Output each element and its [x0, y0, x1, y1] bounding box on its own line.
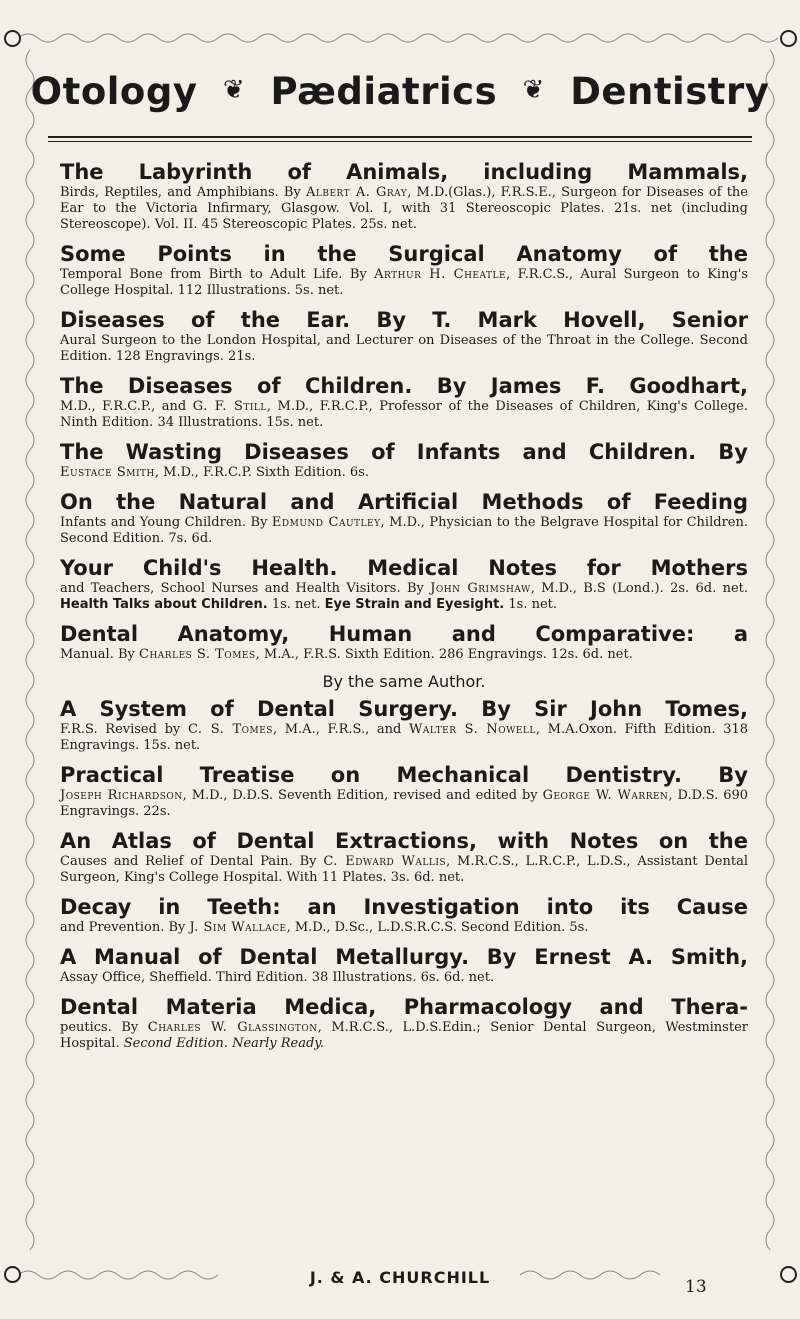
entry-body: Manual. By Charles S. Tomes, M.A., F.R.S. Sixth Edition. 286 Engravings. 12s. 6d. net. [60, 647, 633, 662]
list-item [60, 945, 748, 986]
corner-circle-icon [4, 30, 21, 47]
entry-title: A System of Dental Surgery. By Sir John Tomes, [60, 697, 748, 721]
title-rule-thin [48, 141, 752, 142]
entry-title: Decay in Teeth: an Investigation into its Cause [60, 895, 748, 919]
title-rule [48, 136, 752, 138]
ornament-icon: ❦ [522, 75, 545, 105]
entry-title: Dental Materia Medica, Pharmacology and Thera- [60, 995, 748, 1019]
entry-title: The Labyrinth of Animals, including Mammals, [60, 160, 748, 184]
list-item [60, 763, 748, 820]
entry-title: Some Points in the Surgical Anatomy of the [60, 242, 748, 266]
top-border-wave [18, 34, 778, 42]
entry-body: Infants and Young Children. By Edmund Cautley, M.D., Physician to the Belgrave Hospital for Children. Second Edition. 7s. 6d. [60, 515, 748, 546]
entry-body: Aural Surgeon to the London Hospital, and Lecturer on Diseases of the Throat in the College. Second Edition. 128 Engravings. 21s. [60, 333, 748, 364]
list-item [60, 995, 748, 1052]
ornament-icon: ❦ [222, 75, 246, 105]
list-item [60, 374, 748, 431]
entry-title: The Diseases of Children. By James F. Goodhart, [60, 374, 748, 398]
list-item [60, 895, 748, 936]
entry-body: F.R.S. Revised by C. S. Tomes, M.A., F.R.S., and Walter S. Nowell, M.A.Oxon. Fifth Edition. 318 Engravings. 15s. net. [60, 722, 749, 753]
entry-title: A Manual of Dental Metallurgy. By Ernest A. Smith, [60, 945, 748, 969]
list-item [60, 160, 748, 233]
right-border-wave [766, 50, 774, 1250]
book-list [60, 160, 748, 1061]
list-item [60, 440, 748, 481]
entry-body: and Prevention. By J. Sim Wallace, M.D., D.Sc., L.D.S.R.C.S. Second Edition. 5s. [60, 920, 589, 935]
list-item [60, 490, 748, 547]
list-item [60, 829, 748, 886]
left-border-wave [26, 50, 34, 1250]
entry-title: The Wasting Diseases of Infants and Children. By [60, 440, 748, 464]
title-otology: Otology [30, 70, 198, 113]
entry-body: and Teachers, School Nurses and Health Visitors. By John Grimshaw, M.D., B.S (Lond.). 2s. 6d. net. Health Talks about Children. 1s. net. Eye Strain and Eyesight. 1s. net. [60, 581, 748, 612]
title-dentistry: Dentistry [570, 70, 770, 113]
entry-title: Dental Anatomy, Human and Comparative: a [60, 622, 748, 646]
entry-body: peutics. By Charles W. Glassington, M.R.C.S., L.D.S.Edin.; Senior Dental Surgeon, Westminster Hospital. Second Edition. Nearly Ready. [60, 1020, 748, 1051]
byline: By the same Author. [322, 672, 486, 691]
entry-title: Practical Treatise on Mechanical Dentistry. By [60, 763, 748, 787]
page-title [0, 70, 800, 113]
entry-title: Your Child's Health. Medical Notes for Mothers [60, 556, 748, 580]
entry-body: Joseph Richardson, M.D., D.D.S. Seventh Edition, revised and edited by George W. Warren, D.D.S. 690 Engravings. 22s. [60, 788, 749, 819]
page-number: 13 [685, 1277, 707, 1297]
title-paediatrics: Pædiatrics [270, 70, 498, 113]
list-item [60, 697, 748, 754]
corner-circle-icon [780, 30, 797, 47]
entry-body: Eustace Smith, M.D., F.R.C.P. Sixth Edition. 6s. [60, 465, 369, 480]
entry-title: An Atlas of Dental Extractions, with Notes on the [60, 829, 748, 853]
entry-body: Causes and Relief of Dental Pain. By C. Edward Wallis, M.R.C.S., L.R.C.P., L.D.S., Assistant Dental Surgeon, King's College Hospital. With 11 Plates. 3s. 6d. net. [60, 854, 749, 885]
list-item [60, 308, 748, 365]
entry-title: On the Natural and Artificial Methods of Feeding [60, 490, 748, 514]
entry-body: M.D., F.R.C.P., and G. F. Still, M.D., F.R.C.P., Professor of the Diseases of Children, King's College. Ninth Edition. 34 Illustrations. 15s. net. [60, 399, 748, 430]
entry-body: Birds, Reptiles, and Amphibians. By Albert A. Gray, M.D.(Glas.), F.R.S.E., Surgeon for Diseases of the Ear to the Victoria Infirmary, Glasgow. Vol. I, with 31 Stereoscopic Plates. 21s. net (including Stereoscope). Vol. II. 45 Stereoscopic Plates. 25s. net. [60, 185, 748, 232]
entry-body: Assay Office, Sheffield. Third Edition. 38 Illustrations. 6s. 6d. net. [60, 970, 495, 985]
list-item [60, 622, 748, 663]
entry-title: Diseases of the Ear. By T. Mark Hovell, Senior [60, 308, 748, 332]
list-item [60, 556, 748, 613]
entry-body: Temporal Bone from Birth to Adult Life. By Arthur H. Cheatle, F.R.C.S., Aural Surgeon to King's College Hospital. 112 Illustrations. 5s. net. [60, 267, 749, 298]
publisher-footer: J. & A. CHURCHILL [309, 1268, 491, 1287]
list-item [60, 242, 748, 299]
